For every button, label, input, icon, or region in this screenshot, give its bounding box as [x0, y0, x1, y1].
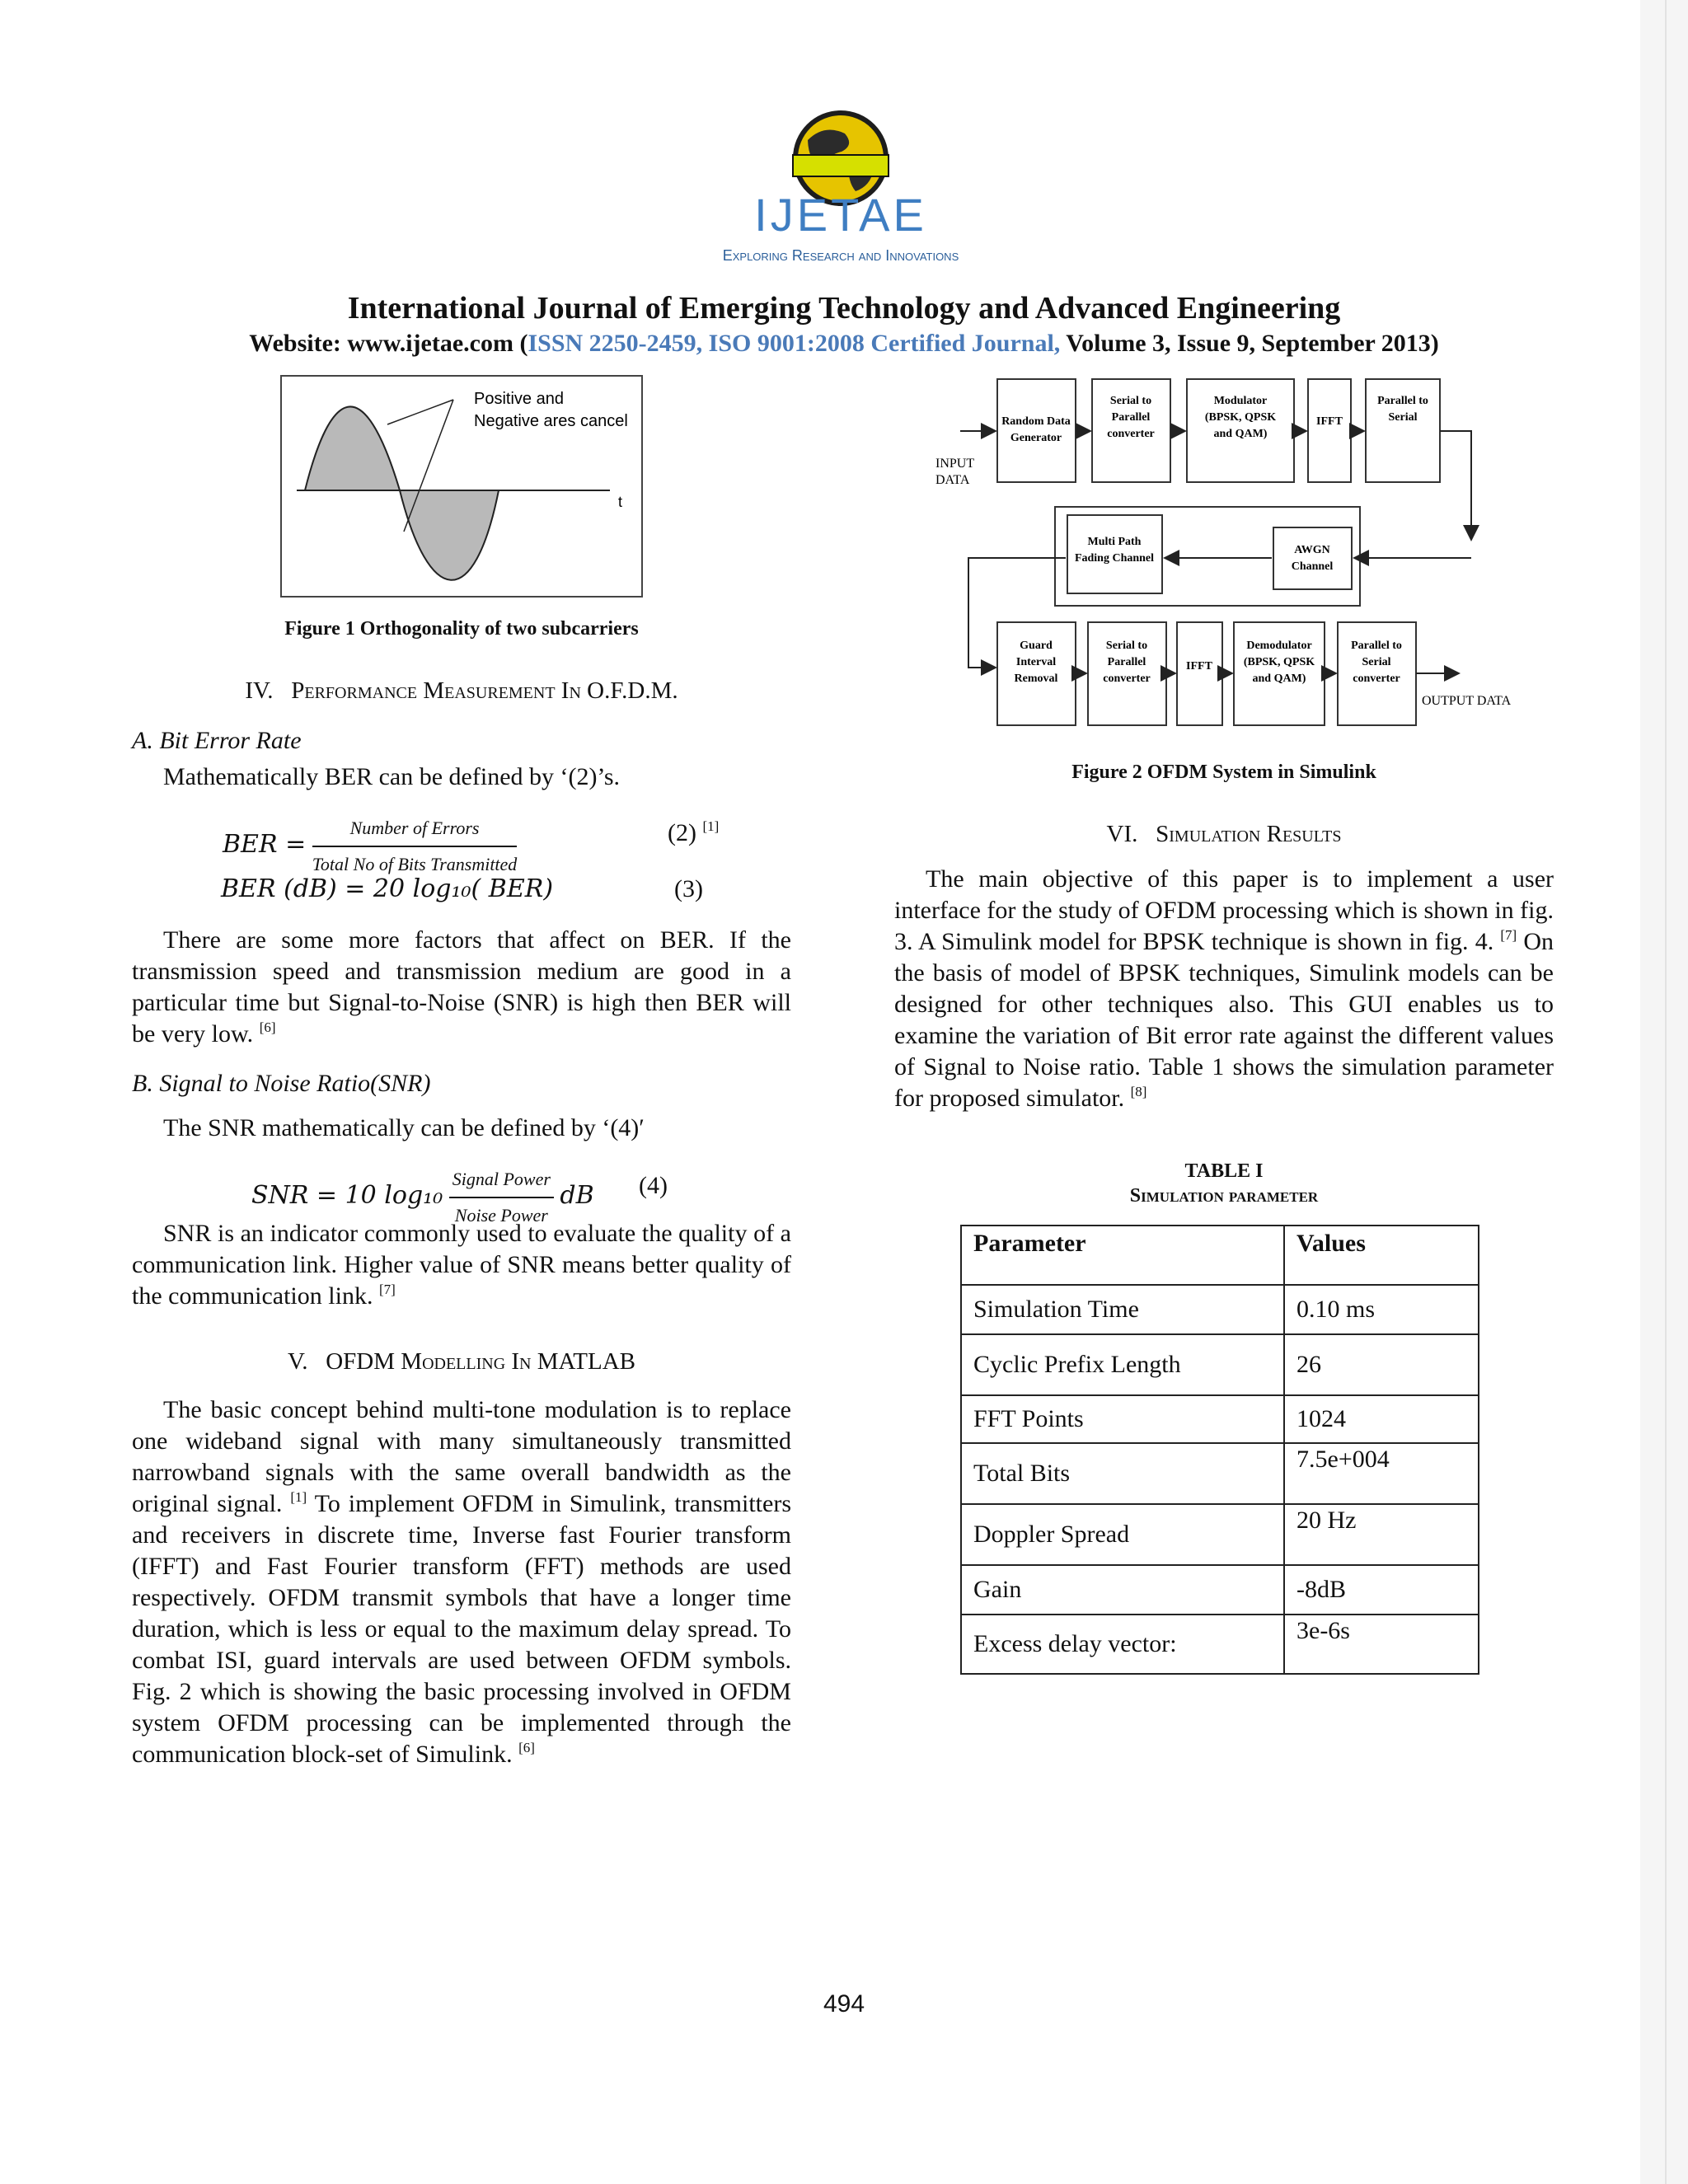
- eq2-number: (2) [1]: [668, 818, 720, 846]
- table-cell-parameter: FFT Points: [961, 1395, 1284, 1443]
- block-serial-to-parallel-tx: Serial to Parallel converter: [1107, 395, 1155, 440]
- journal-website-line: [0, 330, 1688, 358]
- table-header-parameter: Parameter: [961, 1226, 1284, 1285]
- eq2-denominator: Total No of Bits Transmitted: [312, 854, 518, 874]
- table-row: [961, 1565, 1479, 1615]
- section-6-title: Simulation Results: [1156, 821, 1342, 847]
- table-cell-value: 20 Hz: [1284, 1504, 1479, 1565]
- eq3-number: (3): [674, 875, 703, 902]
- table-header-values: Values: [1284, 1226, 1479, 1285]
- subsection-b-heading: B. Signal to Noise Ratio(SNR): [132, 1070, 431, 1097]
- globe-logo-icon: [676, 107, 1022, 272]
- section-4-title: Performance Measurement In O.F.D.M.: [291, 677, 678, 704]
- s6-citation-2: [8]: [1130, 1084, 1147, 1099]
- eq2-numerator: Number of Errors: [312, 813, 518, 847]
- section-4-heading: [132, 677, 791, 705]
- equation-2: [223, 813, 799, 874]
- eq2-citation: [1]: [702, 818, 720, 834]
- table-row: [961, 1615, 1479, 1674]
- fig2-input-line1: INPUT: [935, 457, 975, 471]
- section-4-para-4: SNR is an indicator commonly used to evaluate the quality of a communication link. Higher value of SNR means better quality of the communication link. [7]: [132, 1220, 791, 1310]
- para4-citation: [7]: [378, 1282, 396, 1297]
- figure-2: [935, 375, 1512, 729]
- section-4-para-3: The SNR mathematically can be defined by ‘(4)′: [163, 1114, 645, 1141]
- eq2-fraction: [312, 813, 518, 880]
- table-cell-value: 3e-6s: [1284, 1615, 1479, 1674]
- s5-citation-2: [6]: [518, 1740, 535, 1755]
- eq3-expression: BER (dB) = 20 log₁₀( BER): [221, 874, 554, 903]
- website-suffix: Volume 3, Issue 9, September 2013): [1060, 330, 1439, 357]
- para2-citation: [6]: [259, 1019, 276, 1035]
- eq2-lhs: BER =: [223, 829, 307, 859]
- block-guard-interval-removal: Guard Interval Removal: [1014, 640, 1058, 685]
- table-cell-parameter: Simulation Time: [961, 1285, 1284, 1334]
- subsection-a-heading: A. Bit Error Rate: [132, 727, 302, 754]
- section-4-para-2: There are some more factors that affect on BER. If the transmission speed and transmission medium are good in a particular time but Signal-to-Noise (SNR) is high then BER will be very low. [6]: [132, 926, 791, 1047]
- table-row: [961, 1395, 1479, 1443]
- block-serial-to-parallel-rx: Serial to Parallel converter: [1103, 640, 1151, 685]
- section-6-para-1: The main objective of this paper is to implement a user interface for the study of OFDM processing which is shown in fig. 3. A Simulink model for BPSK technique is shown in fig. 4. [7] On the basis of model of BPSK techniques, Simulink models can be designed for other techniques also. This GUI enables us to examine the variation of Bit error rate against the different values of Signal to Noise ratio. Table 1 shows the simulation parameter for proposed simulator. [8]: [894, 865, 1554, 1112]
- table-cell-value: 1024: [1284, 1395, 1479, 1443]
- page-edge-strip: [1640, 0, 1688, 2184]
- table-header-row: [961, 1226, 1479, 1285]
- section-5-number: V.: [288, 1348, 308, 1375]
- table-1-title: TABLE I: [1184, 1160, 1264, 1182]
- table-cell-parameter: Excess delay vector:: [961, 1615, 1284, 1674]
- page-edge-line: [1665, 0, 1667, 2184]
- block-multipath-fading: Multi Path Fading Channel: [1074, 536, 1155, 565]
- table-row: [961, 1443, 1479, 1504]
- fig1-label-line2: Negative ares cancel: [474, 412, 628, 430]
- table-row: [961, 1504, 1479, 1565]
- table-cell-parameter: Gain: [961, 1565, 1284, 1615]
- block-demodulator: Demodulator (BPSK, QPSK and QAM): [1243, 640, 1315, 685]
- block-parallel-to-serial-rx: Parallel to Serial converter: [1351, 640, 1402, 685]
- table-cell-value: 0.10 ms: [1284, 1285, 1479, 1334]
- block-parallel-to-serial-tx: Parallel to Serial: [1377, 395, 1428, 424]
- section-5-title: OFDM Modelling In MATLAB: [326, 1348, 635, 1375]
- logo-text: IJETAE: [754, 189, 927, 241]
- block-awgn-channel: AWGN Channel: [1291, 544, 1334, 573]
- equation-3: [221, 874, 798, 905]
- table-cell-value: 7.5e+004: [1284, 1443, 1479, 1504]
- issn-text: ISSN 2250-2459, ISO 9001:2008 Certified Journal,: [528, 330, 1061, 357]
- fig1-label-line1: Positive and: [474, 390, 564, 408]
- block-random-data-generator: Random Data Generator: [1001, 415, 1071, 444]
- table-cell-value: 26: [1284, 1334, 1479, 1395]
- section-6-heading: [894, 821, 1554, 848]
- logo-tagline: Exploring Research and Innovations: [722, 247, 959, 264]
- figure-2-caption: Figure 2 OFDM System in Simulink: [1071, 762, 1376, 783]
- table-1: [960, 1225, 1479, 1675]
- block-fft-rx: IFFT: [1186, 660, 1212, 673]
- orthogonality-diagram: [280, 375, 643, 598]
- eq4-denominator: Noise Power: [454, 1205, 548, 1226]
- simulation-parameter-table: [960, 1225, 1479, 1675]
- fig2-output-label: OUTPUT DATA: [1422, 694, 1512, 708]
- figure-1: [280, 375, 643, 598]
- table-row: [961, 1334, 1479, 1395]
- fig1-axis-t: t: [618, 494, 623, 510]
- ofdm-block-diagram: [935, 375, 1512, 729]
- eq4-lhs: SNR = 10 log₁₀: [251, 1180, 443, 1210]
- eq4-unit: dB: [560, 1180, 594, 1210]
- eq4-number: (4): [639, 1172, 668, 1199]
- section-6-number: VI.: [1106, 821, 1138, 847]
- table-cell-value: -8dB: [1284, 1565, 1479, 1615]
- table-cell-parameter: Cyclic Prefix Length: [961, 1334, 1284, 1395]
- block-modulator: Modulator (BPSK, QPSK and QAM): [1204, 395, 1277, 440]
- table-row: [961, 1285, 1479, 1334]
- journal-title: International Journal of Emerging Technology and Advanced Engineering: [347, 291, 1341, 326]
- section-4-number: IV.: [245, 677, 274, 704]
- table-1-subtitle: Simulation parameter: [1129, 1185, 1319, 1207]
- block-ifft-tx: IFFT: [1316, 415, 1343, 428]
- section-5-heading: [132, 1348, 791, 1376]
- table-cell-parameter: Total Bits: [961, 1443, 1284, 1504]
- website-prefix: Website: www.ijetae.com (: [249, 330, 528, 357]
- table-cell-parameter: Doppler Spread: [961, 1504, 1284, 1565]
- fig2-input-line2: DATA: [935, 473, 970, 487]
- journal-logo: [676, 107, 1022, 272]
- s5-citation-1: [1]: [290, 1489, 307, 1505]
- figure-1-caption: Figure 1 Orthogonality of two subcarriers: [284, 618, 639, 640]
- equation-4: [251, 1164, 795, 1226]
- s6-citation-1: [7]: [1500, 927, 1517, 943]
- section-4-para-1: Mathematically BER can be defined by ‘(2)’s.: [163, 763, 620, 790]
- section-5-para-1: The basic concept behind multi-tone modulation is to replace one wideband signal with many simultaneously transmitted narrowband signals with the same overall bandwidth as the original signal. [1] To implement OFDM in Simulink, transmitters and receivers in discrete time, Inverse fast Fourier transform (IFFT) and Fast Fourier transform (FFT) methods are used respectively. OFDM transmit symbols that have a longer time duration, which is less or equal to the maximum delay spread. To combat ISI, guard intervals are used between OFDM symbols. Fig. 2 which is showing the basic processing involved in OFDM system OFDM processing can be implemented through the communication block-set of Simulink. [6]: [132, 1396, 791, 1768]
- page-number: 494: [823, 1990, 865, 2018]
- eq4-numerator: Signal Power: [449, 1164, 554, 1198]
